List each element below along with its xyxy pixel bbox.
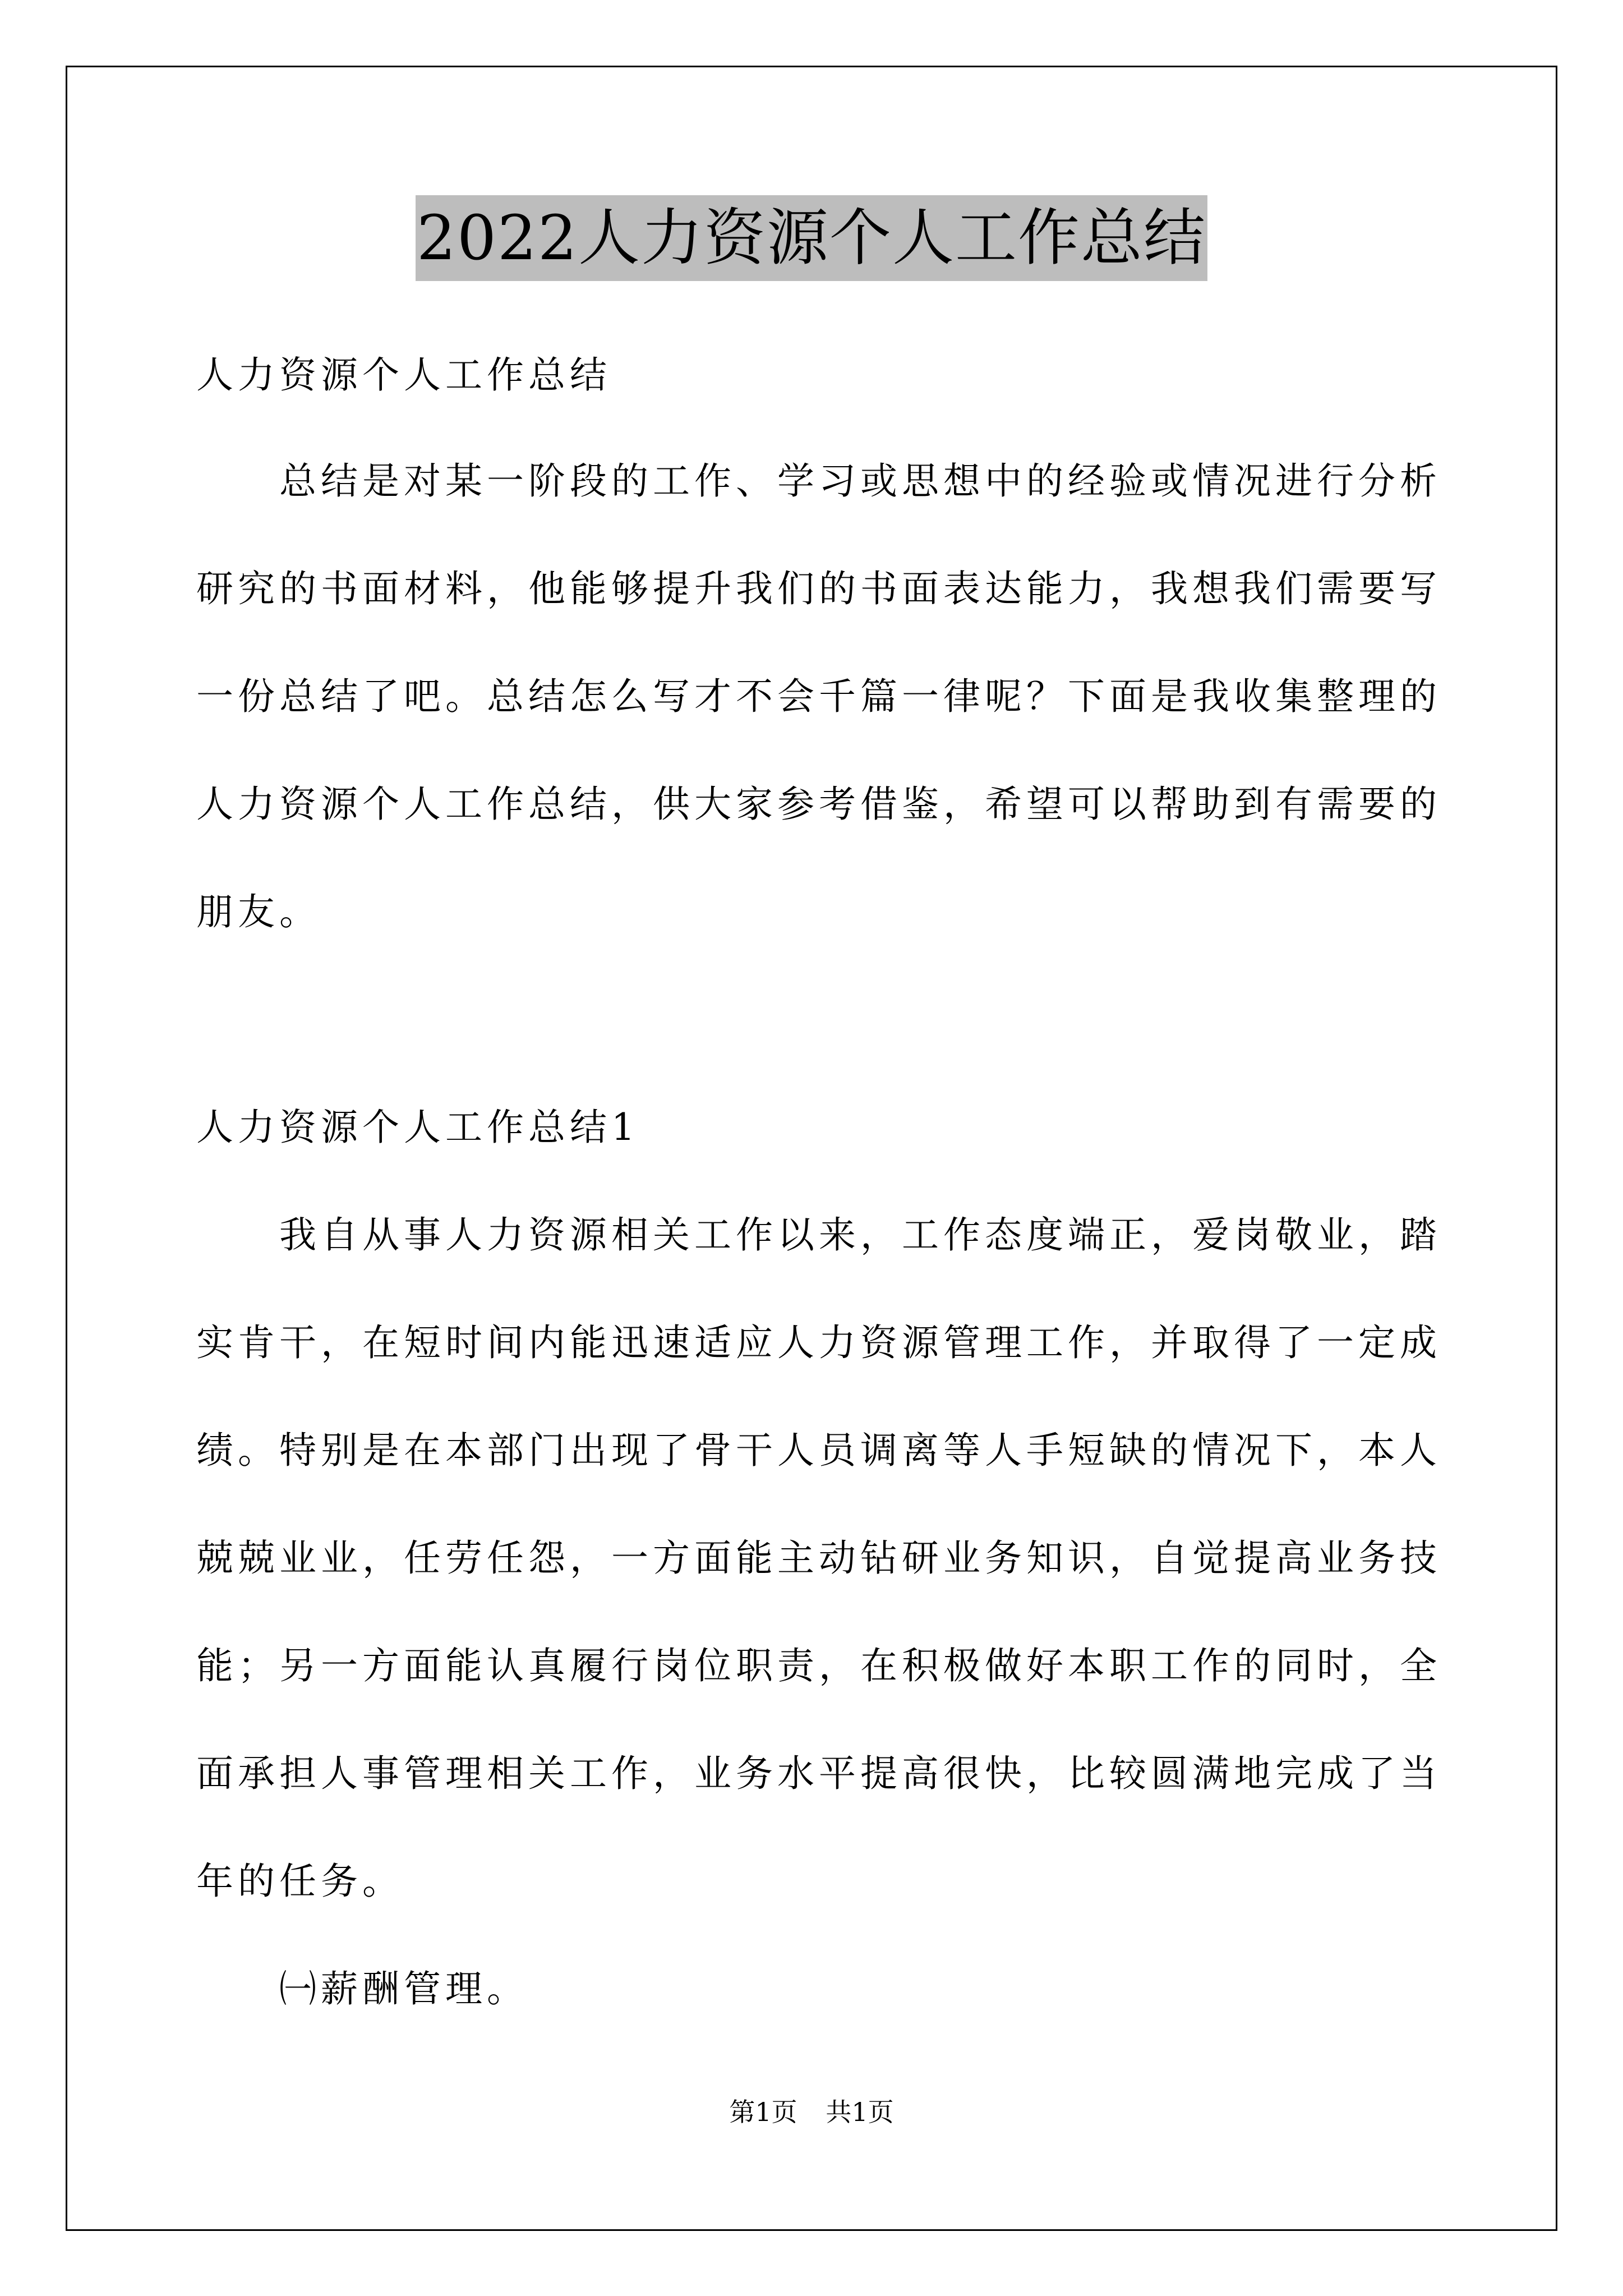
page-count: 共1页 [826,2097,894,2127]
subsection-heading: ㈠薪酬管理。 [196,1967,528,2010]
intro-line: 人力资源个人工作总结，供大家参考借鉴，希望可以帮助到有需要的 [196,783,1441,826]
title-container [0,195,1623,281]
section-heading: 人力资源个人工作总结1 [196,1106,639,1149]
document-subtitle: 人力资源个人工作总结 [196,353,611,397]
section-line: 面承担人事管理相关工作，业务水平提高很快，比较圆满地完成了当 [196,1752,1441,1795]
intro-line: 总结是对某一阶段的工作、学习或思想中的经验或情况进行分析 [196,459,1441,503]
section-line: 能；另一方面能认真履行岗位职责，在积极做好本职工作的同时，全 [196,1644,1441,1687]
section-line: 年的任务。 [196,1860,404,1903]
page-number: 第1页 [729,2097,797,2127]
section-line: 绩。特别是在本部门出现了骨干人员调离等人手短缺的情况下，本人 [196,1429,1441,1472]
section-line: 我自从事人力资源相关工作以来，工作态度端正，爱岗敬业，踏 [196,1213,1441,1257]
section-line: 兢兢业业，任劳任怨，一方面能主动钻研业务知识，自觉提高业务技 [196,1536,1441,1580]
document-title: 2022人力资源个人工作总结 [416,195,1207,281]
intro-line: 一份总结了吧。总结怎么写才不会千篇一律呢？下面是我收集整理的 [196,675,1441,718]
section-line: 实肯干，在短时间内能迅速适应人力资源管理工作，并取得了一定成 [196,1321,1441,1364]
intro-line: 研究的书面材料，他能够提升我们的书面表达能力，我想我们需要写 [196,567,1441,610]
intro-line: 朋友。 [196,890,321,933]
page-footer [0,2095,1623,2129]
